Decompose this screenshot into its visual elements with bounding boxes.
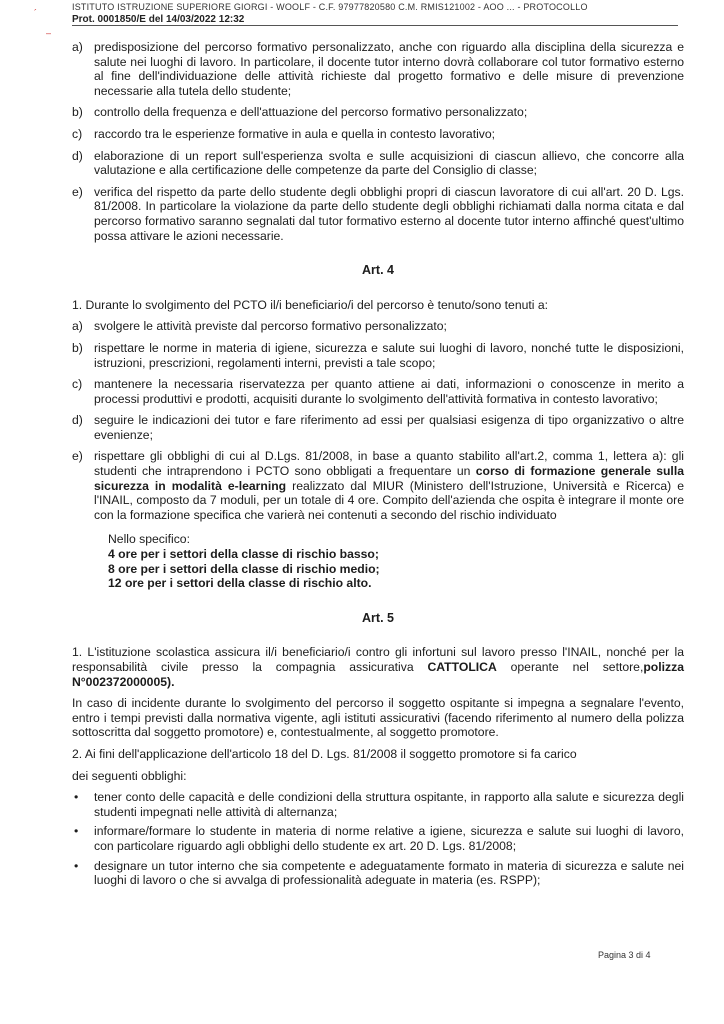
item-label: d) xyxy=(72,413,83,428)
item-text: elaborazione di un report sull'esperienza svolta e sulle acquisizioni di ciascun allievo, che concorre alla valutazione e alla certificazione delle competenze da parte del Consiglio di classe; xyxy=(94,148,684,178)
protocol-number: Prot. 0001850/E del 14/03/2022 12:32 xyxy=(72,14,245,25)
header-divider xyxy=(72,25,678,26)
bullet-text: informare/formare lo studente in materia di norme relative a igiene, sicurezza e salute sui luoghi di lavoro, con particolare riguardo agli obblighi dello studente ex art. 20 D. Lgs. 81/2008; xyxy=(94,824,684,853)
specific-intro: Nello specifico: xyxy=(108,532,190,547)
list-item xyxy=(72,149,684,178)
list-item xyxy=(72,319,684,334)
paragraph: In caso di incidente durante lo svolgimento del percorso il soggetto ospitante si impegna a segnalare l'evento, entro i tempi previsti dalla normativa vigente, agli istituti assicurativi (facendo riferimento al numero della polizza sottoscritta dal soggetto promotore) e, contestualmente, al soggetto promotore. xyxy=(72,696,684,740)
risk-line: 4 ore per i settori della classe di rischio basso; xyxy=(108,547,379,562)
paragraph-text: operante nel settore, xyxy=(496,660,644,674)
list-item xyxy=(72,449,684,522)
institution-header: ISTITUTO ISTRUZIONE SUPERIORE GIORGI - WOOLF - C.F. 97977820580 C.M. RMIS121002 - AOO ... - PROTOCOLLO xyxy=(72,2,588,12)
policy-number: polizza N°002372000005). xyxy=(72,660,684,689)
paragraph: dei seguenti obblighi: xyxy=(72,768,187,783)
item-text: verifica del rispetto da parte dello studente degli obblighi propri di ciascun lavoratore di cui all'art. 20 D. Lgs. 81/2008. In particolare la violazione da parte dello studente degli obblighi richiamati dalla norma citata e dal percorso formativo saranno segnalati dal tutor formativo esterno al docente tutor interno affinché quest'ultimo possa attivare le azioni necessarie. xyxy=(94,184,684,243)
item-text: realizzato dal MIUR (Ministero dell'Istruzione, Università e Ricerca) e l'INAIL, composto da 7 moduli, per un totale di 4 ore. Compito dell'azienda che ospita è integrare il monte ore con la formazione specifica che varierà nei contenuti a secondo del rischio individuato xyxy=(94,478,685,522)
list-item xyxy=(72,127,684,142)
article-title: Art. 4 xyxy=(362,263,394,278)
scan-mark: ´ xyxy=(34,8,37,18)
item-text: mantenere la necessaria riservatezza per quanto attiene ai dati, informazioni o conoscenze in merito a processi produttivi e prodotti, acquisiti durante lo svolgimento dell'attività formativa in contesto lavorativo; xyxy=(94,377,684,406)
item-label: b) xyxy=(72,105,83,120)
risk-line: 12 ore per i settori della classe di rischio alto. xyxy=(108,576,372,591)
item-text: raccordo tra le esperienze formative in aula e quella in contesto lavorativo; xyxy=(94,126,496,141)
item-label: b) xyxy=(72,340,83,355)
list-item xyxy=(72,413,684,442)
list-item xyxy=(72,40,684,98)
item-label: e) xyxy=(72,449,83,464)
item-label: a) xyxy=(72,319,83,334)
risk-line: 8 ore per i settori della classe di rischio medio; xyxy=(108,561,380,576)
bullet-icon: • xyxy=(74,858,79,873)
item-text: seguire le indicazioni dei tutor e fare riferimento ad essi per qualsiasi esigenza di tipo organizzativo o altre evenienze; xyxy=(94,413,684,442)
bullet-icon: • xyxy=(74,824,79,839)
insurer-name: CATTOLICA xyxy=(427,660,497,674)
bullet-text: designare un tutor interno che sia competente e adeguatamente formato in materia di sicurezza e salute nei luoghi di lavoro o che si avvalga di professionalità adeguate in materia (es. RSPP); xyxy=(94,858,684,888)
item-label: d) xyxy=(72,148,83,163)
list-item xyxy=(72,377,684,406)
item-label: c) xyxy=(72,377,83,392)
scan-mark: – xyxy=(46,28,52,38)
item-label: a) xyxy=(72,40,83,54)
paragraph-text: 1. L'istituzione scolastica assicura il/i beneficiario/i contro gli infortuni sul lavoro presso l'INAIL, nonché per la responsabilità civile presso la compagnia assicurativa xyxy=(72,645,684,674)
document-body xyxy=(72,40,684,893)
paragraph xyxy=(72,645,684,689)
list-item xyxy=(72,185,684,243)
bullet-item xyxy=(72,790,684,819)
bullet-item xyxy=(72,824,684,853)
article-intro: 1. Durante lo svolgimento del PCTO il/i beneficiario/i del percorso è tenuto/sono tenuti a: xyxy=(72,297,549,312)
item-text-bold: corso di formazione generale sulla sicurezza in modalità e-learning xyxy=(94,464,684,493)
item-text: svolgere le attività previste dal percorso formativo personalizzato; xyxy=(94,319,447,334)
bullet-item xyxy=(72,859,684,888)
list-item xyxy=(72,341,684,370)
item-text: rispettare le norme in materia di igiene, sicurezza e salute sui luoghi di lavoro, nonché tutte le disposizioni, istruzioni, prescrizioni, regolamenti interni, previsti a tale scopo; xyxy=(94,340,684,370)
item-text: predisposizione del percorso formativo personalizzato, anche con riguardo alla disciplina della sicurezza e salute nei luoghi di lavoro. In particolare, il docente tutor interno dovrà collaborare col tutor formativo esterno al fine dell'individuazione delle attività richieste dal progetto formativo e delle misure di prevenzione necessarie alla tutela dello studente; xyxy=(94,40,684,98)
paragraph: 2. Ai fini dell'applicazione dell'articolo 18 del D. Lgs. 81/2008 il soggetto promotore si fa carico xyxy=(72,746,577,761)
list-item xyxy=(72,105,684,120)
item-text: controllo della frequenza e dell'attuazione del percorso formativo personalizzato; xyxy=(94,105,528,120)
item-label: c) xyxy=(72,126,83,141)
bullet-icon: • xyxy=(74,790,79,805)
item-label: e) xyxy=(72,184,83,199)
page-number: Pagina 3 di 4 xyxy=(598,950,651,960)
bullet-text: tener conto delle capacità e delle condizioni della struttura ospitante, in rapporto alla salute e sicurezza degli studenti impegnati nelle attività di alternanza; xyxy=(94,790,684,819)
article-title: Art. 5 xyxy=(362,610,394,625)
item-text: rispettare gli obblighi di cui al D.Lgs. 81/2008, in base a quanto stabilito all'art.2, comma 1, lettera a): gli studenti che intraprendono i PCTO sono obbligati a frequentare un xyxy=(94,449,684,479)
